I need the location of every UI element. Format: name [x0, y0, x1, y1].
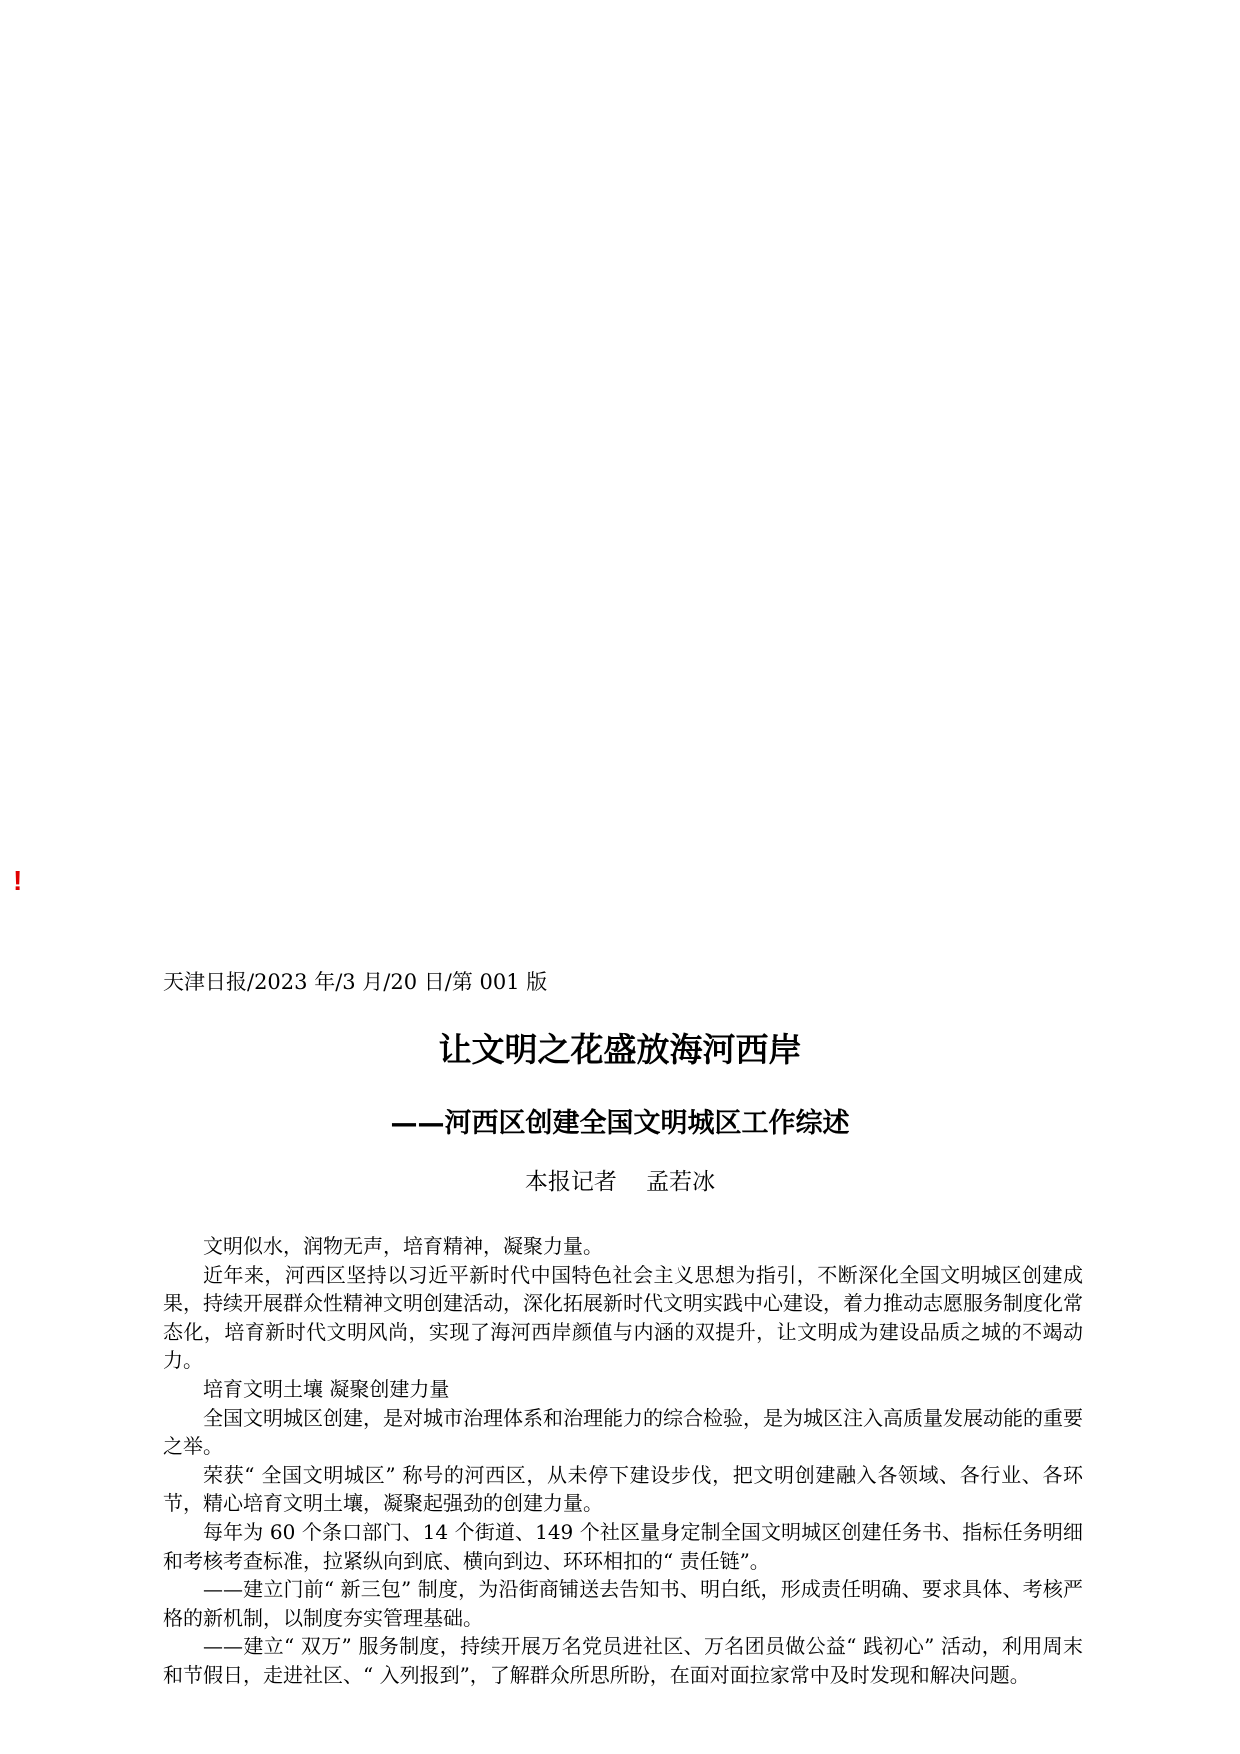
- newspaper-source-line: 天津日报/2023 年/3 月/20 日/第 001 版: [163, 970, 548, 994]
- article-subtitle: ——河西区创建全国文明城区工作综述: [390, 1108, 850, 1139]
- article-title: 让文明之花盛放海河西岸: [438, 1030, 802, 1069]
- paragraph: ——建立门前“ 新三包” 制度，为沿街商铺送去告知书、明白纸，形成责任明确、要求具体、考核严格的新机制，以制度夯实管理基础。: [163, 1577, 1083, 1630]
- article-byline: 本报记者 孟若冰: [524, 1169, 716, 1195]
- paragraph: 文明似水，润物无声，培育精神，凝聚力量。: [203, 1234, 603, 1258]
- paragraph: 全国文明城区创建，是对城市治理体系和治理能力的综合检验，是为城区注入高质量发展动能的重要之举。: [163, 1405, 1083, 1459]
- warning-mark: !: [13, 865, 23, 896]
- paragraph: 每年为 60 个条口部门、14 个街道、149 个社区量身定制全国文明城区创建任务书、指标任务明细和考核考查标准，拉紧纵向到底、横向到边、环环相扣的“ 责任链”。: [163, 1519, 1083, 1573]
- section-heading: 培育文明土壤 凝聚创建力量: [203, 1376, 450, 1401]
- paragraph: 荣获“ 全国文明城区” 称号的河西区，从未停下建设步伐，把文明创建融入各领域、各行业、各环节，精心培育文明土壤，凝聚起强劲的创建力量。: [163, 1462, 1083, 1516]
- paragraph: 近年来，河西区坚持以习近平新时代中国特色社会主义思想为指引，不断深化全国文明城区创建成果，持续开展群众性精神文明创建活动，深化拓展新时代文明实践中心建设，着力推动志愿服务制度化常态化，培育新时代文明风尚，实现了海河西岸颜值与内涵的双提升，让文明成为建设品质之城的不竭动力。: [163, 1262, 1083, 1373]
- paragraph: ——建立“ 双万” 服务制度，持续开展万名党员进社区、万名团员做公益“ 践初心” 活动，利用周末和节假日，走进社区、“ 入列报到”，了解群众所思所盼，在面对面拉家常中及时发现和解决问题。: [163, 1634, 1083, 1687]
- article-body: [163, 1232, 1083, 1690]
